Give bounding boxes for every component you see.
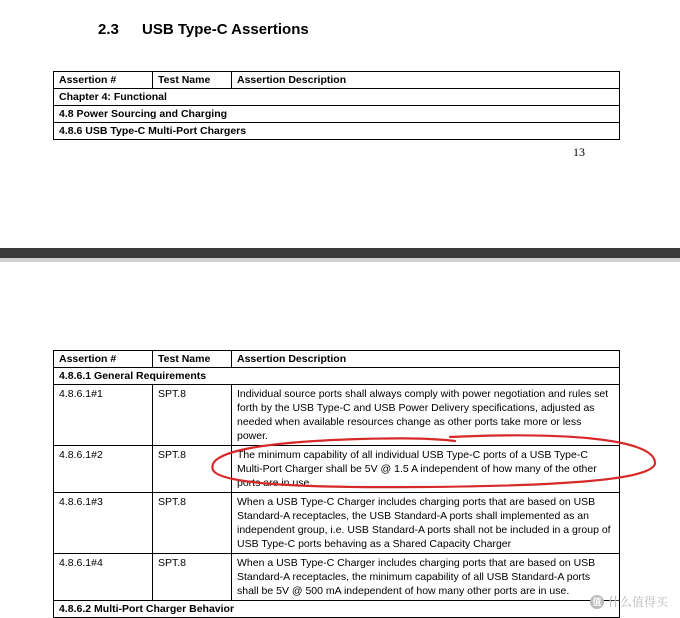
table-row [54,554,620,601]
section-title: USB Type-C Assertions [142,21,309,38]
page-number: 13 [573,145,585,159]
subsection-row: 4.8.6 USB Type-C Multi-Port Chargers [54,123,620,140]
chapter-row: Chapter 4: Functional [54,89,620,106]
col-assertion-number: Assertion # [54,351,153,368]
col-assertion-number: Assertion # [54,72,153,89]
table-row [54,89,620,106]
assertion-description: When a USB Type-C Charger includes charging ports that are based on USB Standard-A receptacles, the minimum capability of all USB Standard-A ports shall be 5V @ 500 mA independent of how many other ports are in use. [232,554,620,601]
table-row [54,106,620,123]
assertion-id: 4.8.6.1#1 [54,385,153,446]
section-number: 2.3 [98,21,119,38]
table-row-highlighted [54,446,620,493]
next-section-row: 4.8.6.2 Multi-Port Charger Behavior [54,601,620,618]
table-row-cut [54,601,620,618]
document-page-top [0,0,680,250]
assertion-description: When a USB Type-C Charger includes charging ports that are based on USB Standard-A receptacles, the USB Standard-A ports shall implemented as an independent group, i.e. USB Standard-A ports shall not be included in a group of USB Type-C ports behaving as a Shared Capacity Charger [232,493,620,554]
col-assertion-description: Assertion Description [232,351,620,368]
table-header-row [54,351,620,368]
col-test-name: Test Name [153,72,232,89]
test-name: SPT.8 [153,554,232,601]
watermark [590,593,668,610]
assertion-id: 4.8.6.1#4 [54,554,153,601]
assertion-description: The minimum capability of all individual USB Type-C ports of a USB Type-C Multi-Port Charger shall be 5V @ 1.5 A independent of how many of the other ports are in use. [232,446,620,493]
table-header-row [54,72,620,89]
assertions-table-header [53,71,620,140]
section-heading [98,21,309,38]
page-separator [0,248,680,258]
assertion-id: 4.8.6.1#3 [54,493,153,554]
watermark-text: 什么值得买 [607,595,668,609]
table-row [54,123,620,140]
subheading-row: 4.8.6.1 General Requirements [54,368,620,385]
assertion-id: 4.8.6.1#2 [54,446,153,493]
test-name: SPT.8 [153,493,232,554]
test-name: SPT.8 [153,385,232,446]
watermark-logo-icon: 值 [590,595,604,609]
col-assertion-description: Assertion Description [232,72,620,89]
table-row [54,493,620,554]
general-requirements-table [53,350,620,618]
table-row [54,385,620,446]
table-row [54,368,620,385]
col-test-name: Test Name [153,351,232,368]
test-name: SPT.8 [153,446,232,493]
assertion-description: Individual source ports shall always comply with power negotiation and rules set forth by the USB Type-C and USB Power Delivery specifications, adjusted as needed when available resources change as other ports take more or less power. [232,385,620,446]
section-row: 4.8 Power Sourcing and Charging [54,106,620,123]
